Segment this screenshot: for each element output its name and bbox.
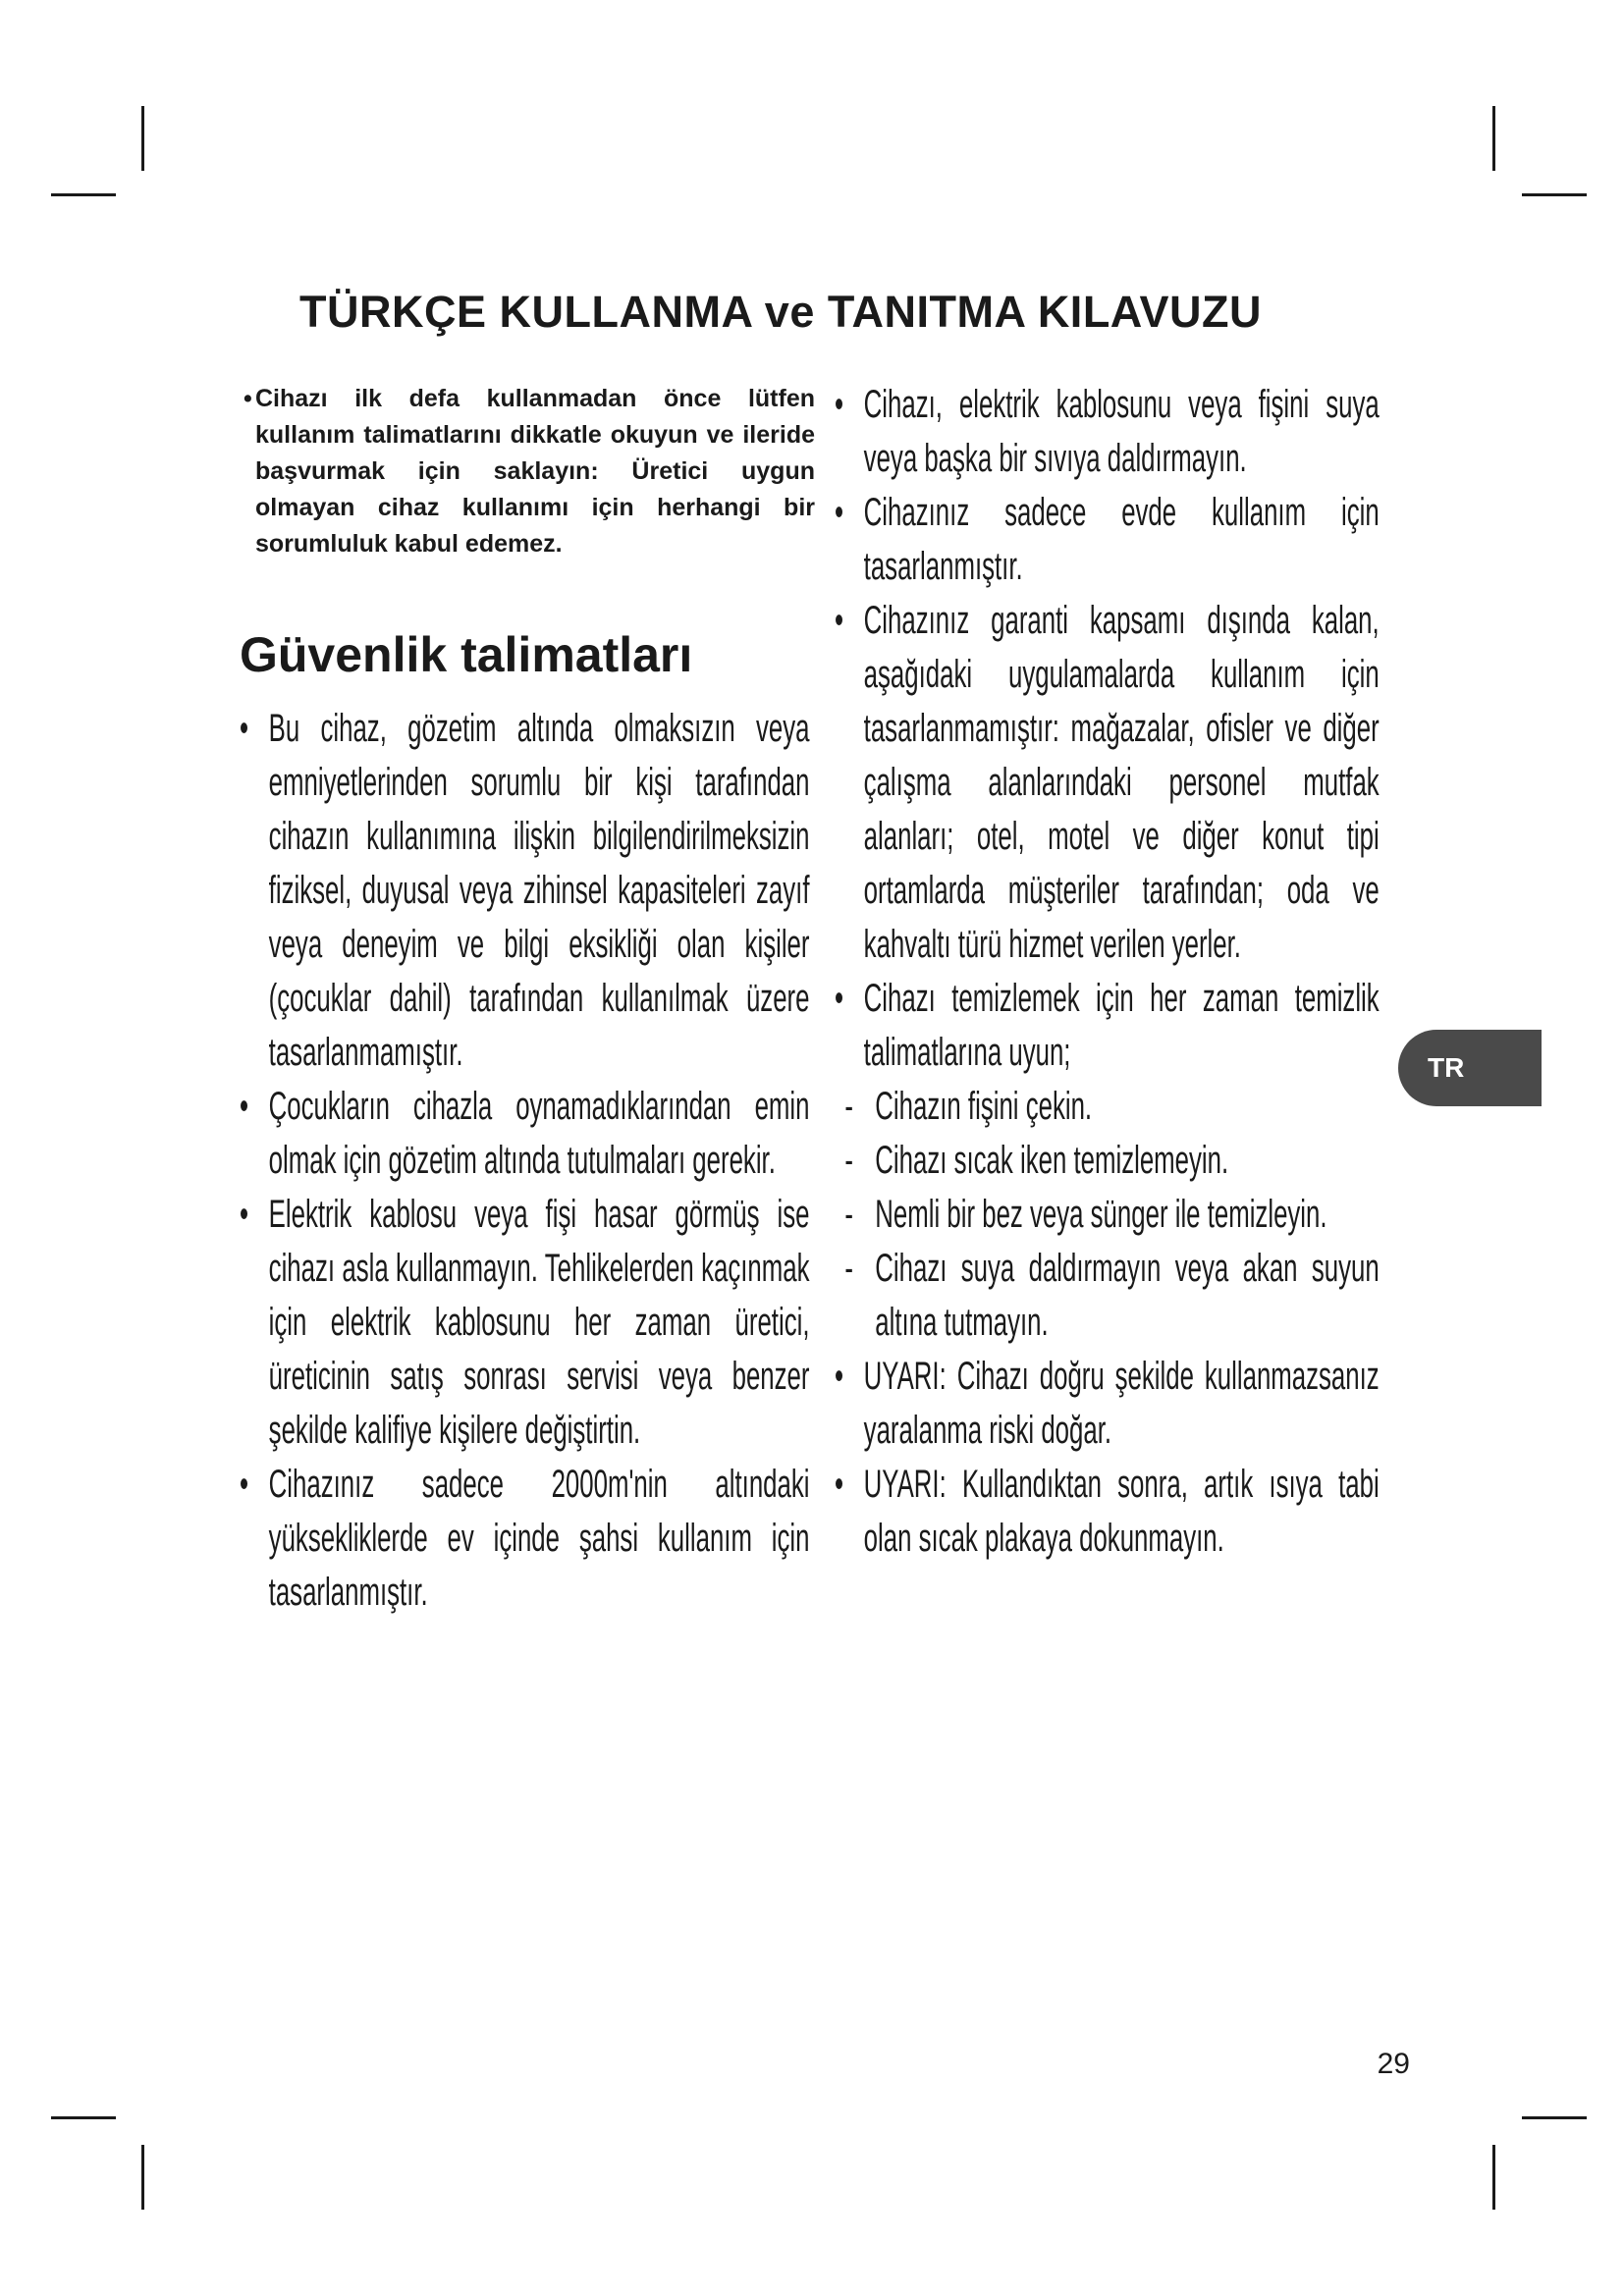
item-text: UYARI: Kullandıktan sonra, artık ısıya tabi olan sıcak plakaya dokunmayın.: [863, 1463, 1380, 1560]
item-text: Bu cihaz, gözetim altında olmaksızın veya emniyetlerinden sorumlu bir kişi tarafından cihazın kullanımına ilişkin bilgilendirilmeksizin fiziksel, duyusal veya zihinsel kapasiteleri zayıf veya deneyim ve bilgi eksikliği olan kişiler (çocuklar dahil) tarafından kullanılmak üzere tasarlanmamıştır.: [268, 707, 810, 1074]
crop-mark: [51, 2116, 116, 2119]
list-item: [240, 702, 810, 1080]
item-text: UYARI: Cihazı doğru şekilde kullanmazsanız yaralanma riski doğar.: [863, 1355, 1380, 1452]
list-item: [240, 1080, 810, 1188]
dash: -: [844, 1139, 853, 1182]
crop-mark: [141, 106, 144, 171]
list-item: [835, 378, 1380, 486]
item-text: Elektrik kablosu veya fişi hasar görmüş ise cihazı asla kullanmayın. Tehlikelerden kaçınmak için elektrik kablosunu her zaman üretici, üreticinin satış sonrası servisi veya benzer şekilde kalifiye kişilere değiştirtin.: [268, 1193, 810, 1452]
list-item: [240, 1458, 810, 1620]
bullet: •: [240, 1085, 249, 1128]
left-column: [240, 702, 810, 1620]
item-text: Cihazınız sadece evde kullanım için tasarlanmıştır.: [863, 491, 1380, 588]
item-text: Cihazın fişini çekin.: [875, 1085, 1093, 1128]
item-text: Cihazınız garanti kapsamı dışında kalan, aşağıdaki uygulamalarda kullanım için tasarlanmamıştır: mağazalar, ofisler ve diğer çalışma alanlarındaki personel mutfak alanları; otel, motel ve diğer konut tipi ortamlarda müşteriler tarafından; oda ve kahvaltı türü hizmet verilen yerler.: [863, 599, 1380, 966]
warning-item: [835, 1458, 1380, 1566]
bullet: •: [835, 383, 844, 426]
item-text: Cihazı suya daldırmayın veya akan suyun altına tutmayın.: [875, 1247, 1380, 1344]
crop-mark: [51, 193, 116, 196]
section-heading: Güvenlik talimatları: [240, 627, 693, 682]
sub-list-item: [835, 1134, 1380, 1188]
sub-list-item: [835, 1080, 1380, 1134]
right-column: [835, 378, 1380, 1566]
item-text: Cihazı temizlemek için her zaman temizlik talimatlarına uyun;: [863, 977, 1380, 1074]
list-item: [240, 1188, 810, 1458]
item-text: Çocukların cihazla oynamadıklarından emin olmak için gözetim altında tutulmaları gerekir.: [268, 1085, 810, 1182]
page-number: 29: [1377, 2048, 1410, 2080]
crop-mark: [1522, 2116, 1587, 2119]
intro-note: [236, 381, 815, 562]
bullet: •: [240, 707, 249, 750]
item-text: Nemli bir bez veya sünger ile temizleyin.: [875, 1193, 1327, 1236]
list-item: [835, 972, 1380, 1080]
crop-mark: [141, 2145, 144, 2210]
sub-list-item: [835, 1188, 1380, 1242]
bullet: •: [835, 491, 844, 534]
language-tab-badge: TR: [1398, 1030, 1542, 1106]
crop-mark: [1492, 2145, 1495, 2210]
dash: -: [844, 1193, 853, 1236]
item-text: Cihazı sıcak iken temizlemeyin.: [875, 1139, 1229, 1182]
list-item: [835, 594, 1380, 972]
page-title: TÜRKÇE KULLANMA ve TANITMA KILAVUZU: [299, 287, 1262, 337]
bullet: •: [835, 599, 844, 642]
crop-mark: [1492, 106, 1495, 171]
bullet: •: [835, 1355, 844, 1398]
bullet: •: [240, 1463, 249, 1506]
item-text: Cihazı, elektrik kablosunu veya fişini suya veya başka bir sıvıya daldırmayın.: [863, 383, 1380, 480]
dash: -: [844, 1247, 853, 1290]
bullet: •: [835, 977, 844, 1020]
intro-text: Cihazı ilk defa kullanmadan önce lütfen kullanım talimatlarını dikkatle okuyun ve ileride başvurmak için saklayın: Üretici uygun olmayan cihaz kullanımı için herhangi bir sorumluluk kabul edemez.: [255, 385, 815, 558]
dash: -: [844, 1085, 853, 1128]
bullet: •: [244, 385, 252, 412]
bullet: •: [835, 1463, 844, 1506]
sub-list-item: [835, 1242, 1380, 1350]
bullet: •: [240, 1193, 249, 1236]
crop-mark: [1522, 193, 1587, 196]
list-item: [835, 486, 1380, 594]
item-text: Cihazınız sadece 2000m'nin altındaki yüksekliklerde ev içinde şahsi kullanım için tasarlanmıştır.: [268, 1463, 810, 1614]
warning-item: [835, 1350, 1380, 1458]
